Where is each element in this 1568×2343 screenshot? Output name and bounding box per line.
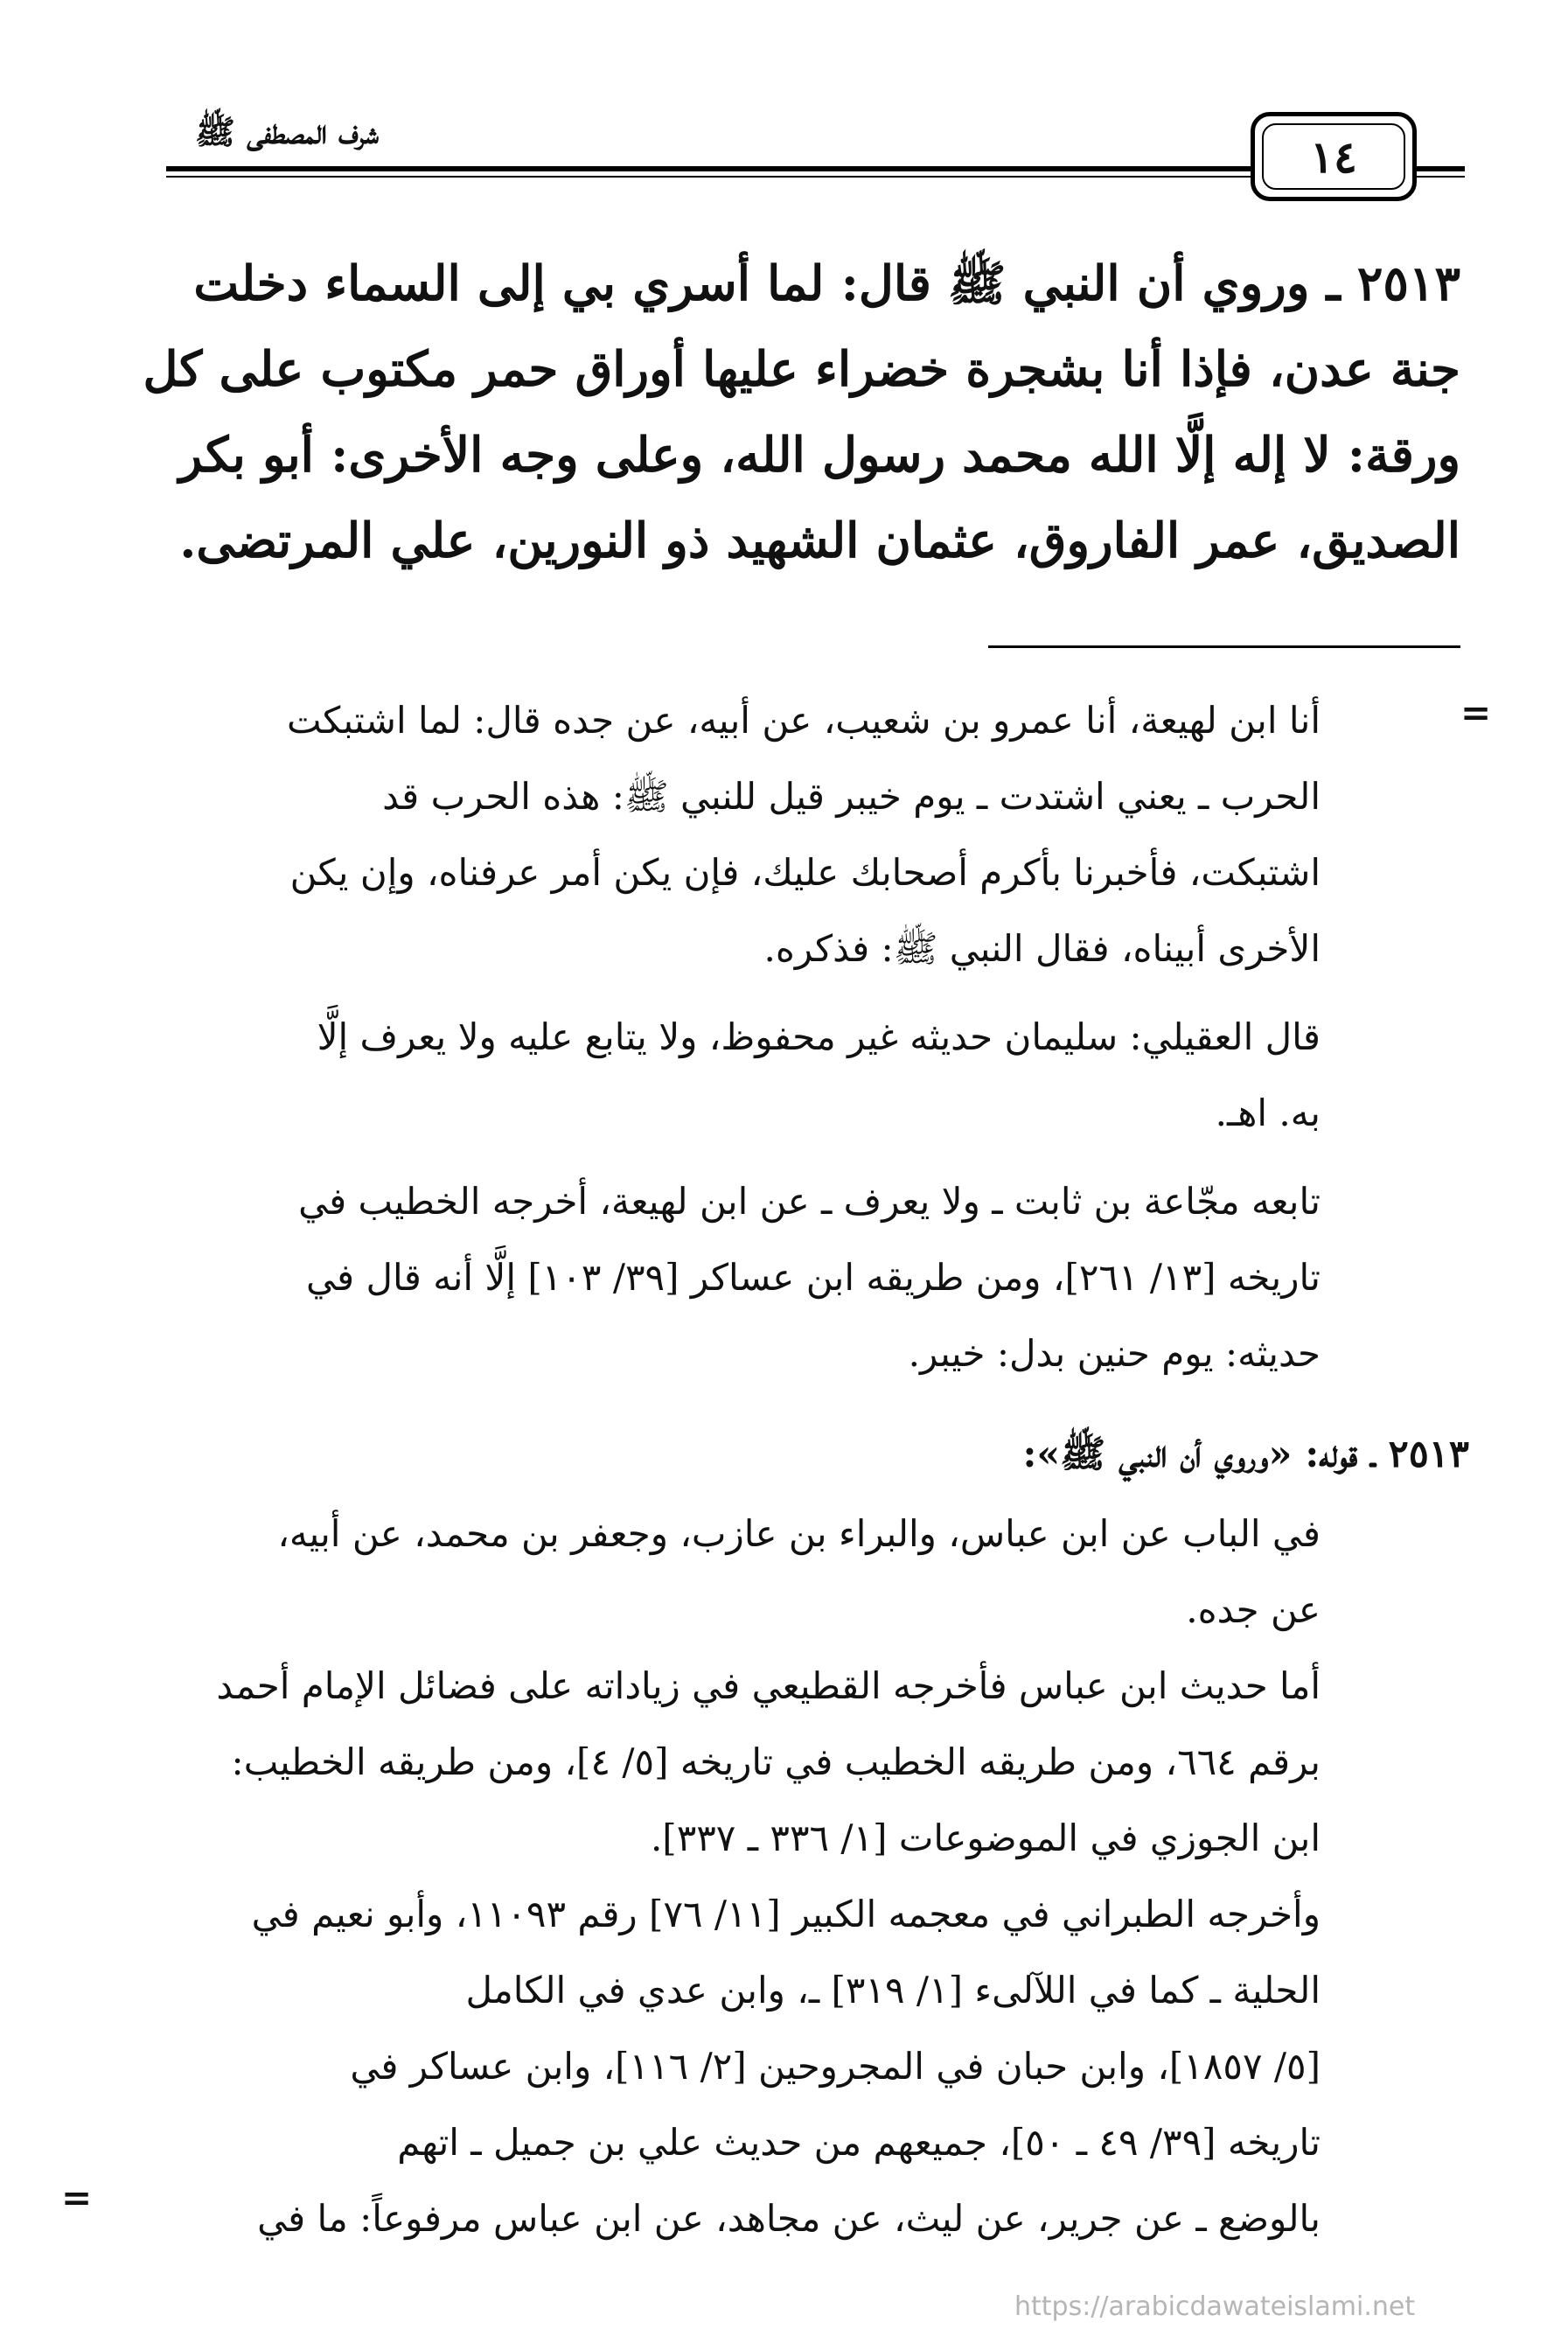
footnote-line: قال العقيلي: سليمان حديثه غير محفوظ، ولا يتابع عليه ولا يعرف إلَّا: [317, 1015, 1321, 1058]
footnote-line: تاريخه [١٣/ ٢٦١]، ومن طريقه ابن عساكر [٣٩/ ١٠٣] إلَّا أنه قال في: [306, 1256, 1321, 1299]
main-text-line: ورقة: لا إله إلَّا الله محمد رسول الله، وعلى وجه الأخرى: أبو بكر: [178, 426, 1460, 483]
header-rule-right-thick: [1412, 166, 1465, 171]
main-text: [105, 241, 1460, 583]
footnote-line: تاريخه [٣٩/ ٤٩ ـ ٥٠]، جميعهم من حديث علي بن جميل ـ اتهم: [397, 2121, 1321, 2164]
main-text-line: جنة عدن، فإذا أنا بشجرة خضراء عليها أوراق حمر مكتوب على كل: [143, 340, 1460, 397]
footnote-line: الحرب ـ يعني اشتدت ـ يوم خيبر قيل للنبي ﷺ: هذه الحرب قد: [382, 775, 1321, 818]
main-text-line: ٢٥١٣ ـ وروي أن النبي ﷺ قال: لما أسري بي إلى السماء دخلت: [193, 255, 1460, 311]
footnote-line: [٥/ ١٨٥٧]، وابن حبان في المجروحين [٢/ ١١٦]، وابن عساكر في: [350, 2045, 1321, 2088]
footnote-line: في الباب عن ابن عباس، والبراء بن عازب، وجعفر بن محمد، عن أبيه،: [277, 1512, 1321, 1555]
footnote-line: الحلية ـ كما في اللآلىء [١/ ٣١٩] ـ، وابن عدي في الكامل: [465, 1969, 1321, 2012]
footnote-line: به. اهـ.: [1215, 1091, 1321, 1134]
page-number-frame: [1251, 112, 1417, 201]
page-number: ١٤: [1262, 123, 1405, 190]
header-rule-thick: [166, 166, 1277, 171]
continuation-mark-bottom: =: [61, 2176, 93, 2219]
footnote-line: عن جده.: [1186, 1588, 1321, 1631]
header-rule-thin: [166, 176, 1277, 178]
footnotes-block: [105, 682, 1321, 1391]
footnote-line: حديثه: يوم حنين بدل: خيبر.: [908, 1332, 1321, 1375]
watermark-url: https://arabicdawateislami.net: [1014, 2291, 1416, 2322]
footnote-line: الأخرى أبيناه، فقال النبي ﷺ: فذكره.: [763, 927, 1321, 970]
footnote-line: برقم ٦٦٤، ومن طريقه الخطيب في تاريخه [٥/ ٤]، ومن طريقه الخطيب:: [231, 1740, 1321, 1783]
footnote-line: وأخرجه الطبراني في معجمه الكبير [١١/ ٧٦] رقم ١١٠٩٣، وأبو نعيم في: [251, 1893, 1321, 1935]
footnote-line: بالوضع ـ عن جرير، عن ليث، عن مجاهد، عن ابن عباس مرفوعاً: ما في: [257, 2197, 1321, 2240]
footnotes-block-2: [105, 1496, 1321, 2256]
header-rule-right-thin: [1412, 176, 1465, 178]
footnote-line: أما حديث ابن عباس فأخرجه القطيعي في زياداته على فضائل الإمام أحمد: [216, 1664, 1321, 1707]
continuation-mark-top: =: [1460, 691, 1492, 734]
running-header-title: شرف المصطفى ﷺ: [195, 112, 379, 151]
footnote-separator: [988, 645, 1460, 648]
footnote-line: اشتبكت، فأخبرنا بأكرم أصحابك عليك، فإن يكن أمر عرفناه، وإن يكن: [289, 851, 1321, 894]
footnote-line: أنا ابن لهيعة، أنا عمرو بن شعيب، عن أبيه، عن جده قال: لما اشتبكت: [287, 699, 1321, 742]
footnote-heading: ٢٥١٣ ـ قوله: «وروي أن النبي ﷺ»:: [1022, 1433, 1469, 1476]
footnote-line: تابعه مجّاعة بن ثابت ـ ولا يعرف ـ عن ابن لهيعة، أخرجه الخطيب في: [298, 1180, 1321, 1223]
footnote-line: ابن الجوزي في الموضوعات [١/ ٣٣٦ ـ ٣٣٧].: [650, 1817, 1321, 1859]
main-text-line: الصديق، عمر الفاروق، عثمان الشهيد ذو النورين، علي المرتضى.: [179, 512, 1460, 568]
